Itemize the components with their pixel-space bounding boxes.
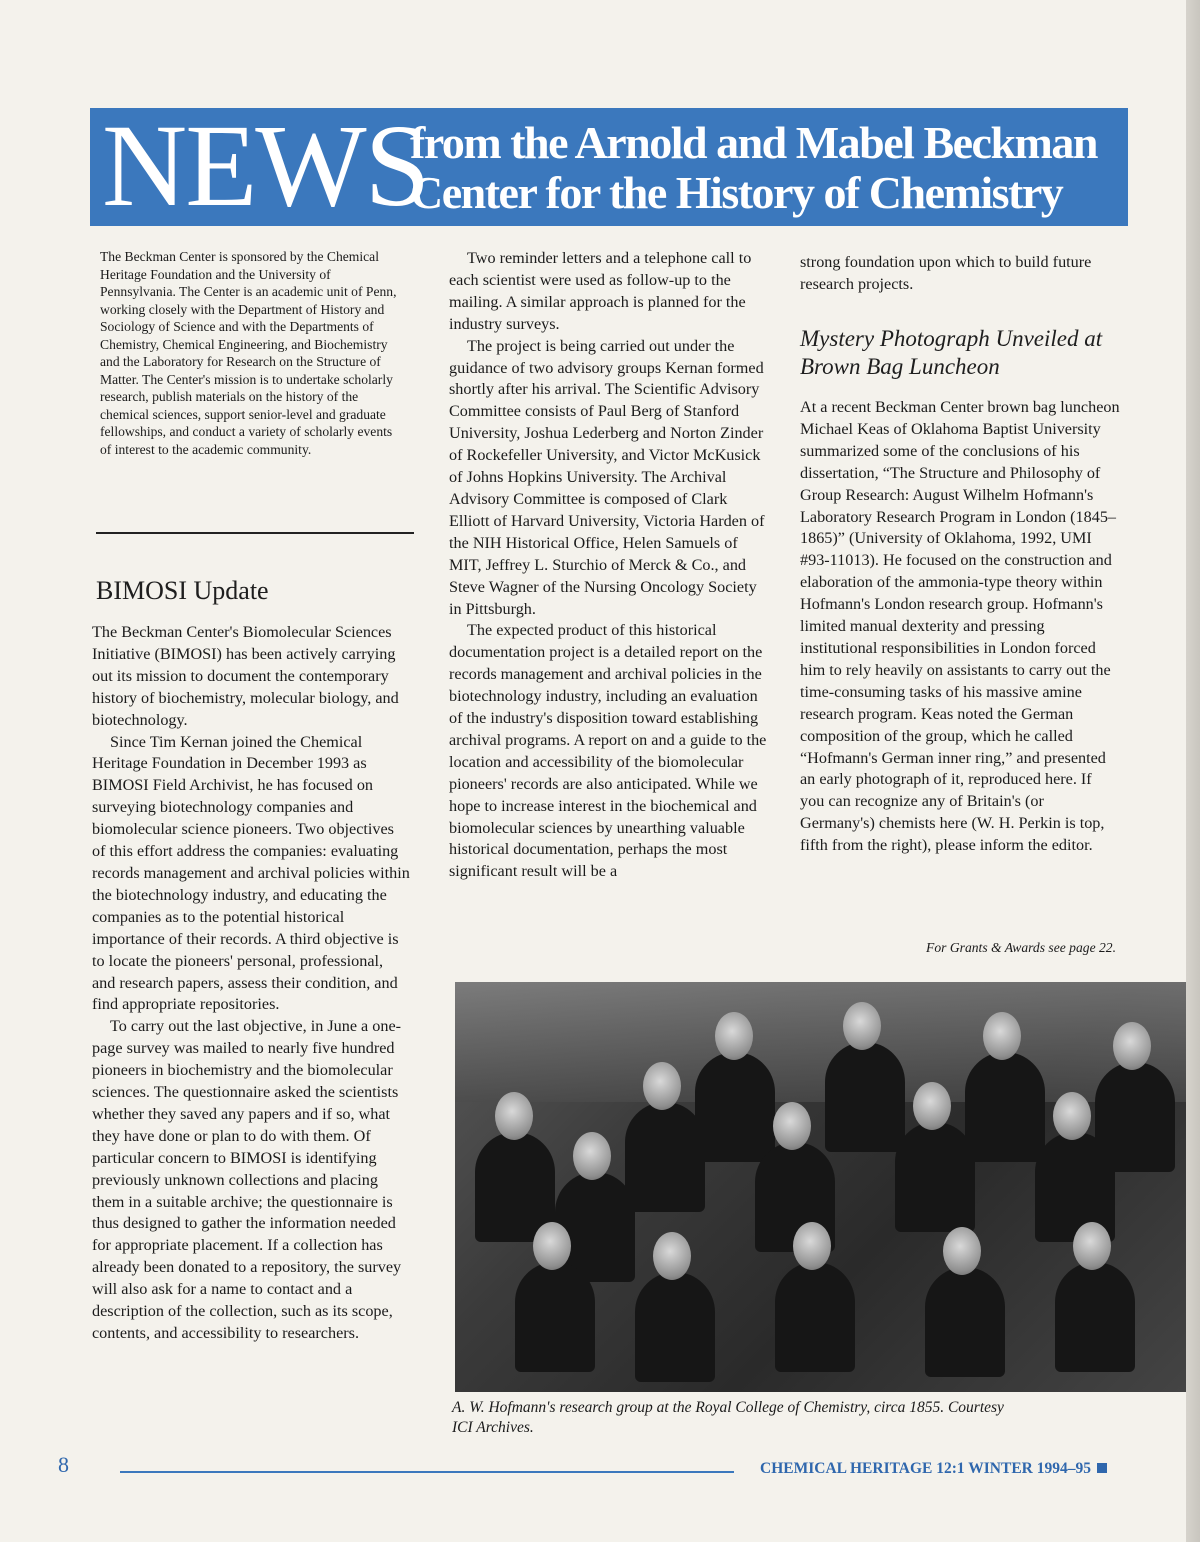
photo-figure	[775, 1262, 855, 1372]
photo-face	[773, 1102, 811, 1150]
photo-face	[495, 1092, 533, 1140]
photo-face	[1113, 1022, 1151, 1070]
photo-caption: A. W. Hofmann's research group at the Royal College of Chemistry, circa 1855. Courtesy ICI Archives.	[452, 1399, 1004, 1436]
photo-face	[653, 1232, 691, 1280]
page-spine	[1186, 0, 1200, 1542]
photo-face	[1053, 1092, 1091, 1140]
bimosi-paragraph-3: To carry out the last objective, in June a one-page survey was mailed to nearly five hundred pioneers in biochemistry and the biomolecular sciences. The questionnaire asked the scientists whether they saved any papers and if so, what they have done or plan to do with them. Of particular concern to BIMOSI is identifying previously unknown collections and placing them in a suitable archive; the questionnaire is thus designed to gather the information needed for appropriate placement. If a collection has already been donated to a repository, the survey will also ask for a name to contact and a description of the collection, such as its scope, contents, and accessibility to researchers.	[92, 1017, 402, 1342]
bimosi-column-1	[92, 622, 410, 1345]
photo-face	[715, 1012, 753, 1060]
photo-face	[573, 1132, 611, 1180]
photo-figure	[925, 1267, 1005, 1377]
intro-paragraph	[100, 248, 406, 458]
photo-figure	[825, 1042, 905, 1152]
photo-figure	[1095, 1062, 1175, 1172]
intro-divider	[96, 532, 414, 534]
banner-news-title: NEWS	[102, 100, 429, 231]
mystery-column	[800, 397, 1120, 857]
photo-face	[913, 1082, 951, 1130]
photo-face	[843, 1002, 881, 1050]
see-also-note: For Grants & Awards see page 22.	[926, 940, 1116, 955]
bimosi-paragraph-2: Since Tim Kernan joined the Chemical Heritage Foundation in December 1993 as BIMOSI Field Archivist, he has focused on surveying biotechnology companies and biomolecular science pioneers. Two objectives of this effort address the companies: evaluating records management and archival policies within the biotechnology industry, and educating the companies as to the potential historical importance of their records. A third objective is to locate the pioneers' personal, professional, and research papers, assess their condition, and find appropriate repositories.	[92, 732, 410, 1014]
journal-footer	[760, 1460, 1107, 1478]
intro-text: The Beckman Center is sponsored by the Chemical Heritage Foundation and the University of Pennsylvania. The Center is an academic unit of Penn, working closely with the Department of History and Sociology of Science and with the Departments of Chemistry, Chemical Engineering, and Biochemistry and the Laboratory for Research on the Structure of Matter. The Center's mission is to undertake scholarly research, publish materials on the history of the chemical sciences, support senior-level and graduate fellowships, and conduct a variety of scholarly events of interest to the academic community.	[100, 249, 397, 457]
photo-figure	[635, 1272, 715, 1382]
bimosi-column-3	[800, 252, 1116, 296]
banner-subtitle	[410, 118, 1120, 218]
bimosi-heading: BIMOSI Update	[96, 576, 269, 605]
mystery-heading: Mystery Photograph Unveiled at Brown Bag Luncheon	[800, 326, 1103, 379]
news-banner	[90, 100, 1128, 231]
banner-subtitle-line1: from the Arnold and Mabel Beckman	[410, 117, 1097, 168]
photo-face	[943, 1227, 981, 1275]
photo-figure	[895, 1122, 975, 1232]
journal-title: CHEMICAL HERITAGE 12:1 WINTER 1994–95	[760, 1460, 1091, 1477]
photo-figure	[1055, 1262, 1135, 1372]
photo-figure	[515, 1262, 595, 1372]
photo-figure	[625, 1102, 705, 1212]
hofmann-group-photo	[455, 982, 1186, 1392]
photo-face	[533, 1222, 571, 1270]
banner-subtitle-line2: Center for the History of Chemistry	[410, 167, 1063, 218]
photo-face	[643, 1062, 681, 1110]
footer-rule	[120, 1471, 734, 1473]
photo-face	[983, 1012, 1021, 1060]
photo-face	[1073, 1222, 1111, 1270]
photo-face	[793, 1222, 831, 1270]
bimosi-column-2	[449, 248, 767, 883]
photo-figure	[965, 1052, 1045, 1162]
page-number: 8	[58, 1452, 69, 1477]
square-bullet-icon	[1097, 1463, 1107, 1473]
bimosi-paragraph-1: The Beckman Center's Biomolecular Sciences Initiative (BIMOSI) has been actively carrying out its mission to document the contemporary history of biochemistry, molecular biology, and biotechnology.	[92, 623, 399, 729]
bimosi-paragraph-6: The expected product of this historical documentation project is a detailed report on the records management and archival policies in the biotechnology industry, including an evaluation of the industry's disposition toward establishing archival programs. A report on and a guide to the location and accessibility of the biomolecular pioneers' records are also anticipated. While we hope to increase interest in the biochemical and biomolecular sciences by unearthing valuable historical documentation, perhaps the most significant result will be a	[449, 621, 767, 881]
bimosi-paragraph-4: Two reminder letters and a telephone call to each scientist were used as follow-up to the mailing. A similar approach is planned for the industry surveys.	[449, 249, 752, 333]
photo-background-wall	[455, 982, 1186, 1102]
bimosi-paragraph-5: The project is being carried out under the guidance of two advisory groups Kernan formed shortly after his arrival. The Scientific Advisory Committee consists of Paul Berg of Stanford University, Joshua Lederberg and Norton Zinder of Rockefeller University, and Victor McKusick of Johns Hopkins University. The Archival Advisory Committee is composed of Clark Elliott of Harvard University, Victoria Harden of the NIH Historical Office, Helen Samuels of MIT, Jeffrey L. Sturchio of Merck & Co., and Steve Wagner of the Nursing Oncology Society in Pittsburgh.	[449, 336, 765, 618]
mystery-paragraph: At a recent Beckman Center brown bag luncheon Michael Keas of Oklahoma Baptist University summarized some of the conclusions of his dissertation, “The Structure and Philosophy of Group Research: August Wilhelm Hofmann's Laboratory Research Program in London (1845–1865)” (University of Oklahoma, 1992, UMI #93-11013). He focused on the construction and elaboration of the ammonia-type theory within Hofmann's London research group. Hofmann's limited manual dexterity and pressing institutional responsibilities in London forced him to rely heavily on assistants to carry out the time-consuming tasks of his massive amine research program. Keas noted the German composition of the group, which he called “Hofmann's German inner ring,” and presented an early photograph of it, reproduced here. If you can recognize any of Britain's (or Germany's) chemists here (W. H. Perkin is top, fifth from the right), please inform the editor.	[800, 398, 1120, 855]
photo-figure	[695, 1052, 775, 1162]
bimosi-paragraph-7: strong foundation upon which to build future research projects.	[800, 253, 1092, 293]
